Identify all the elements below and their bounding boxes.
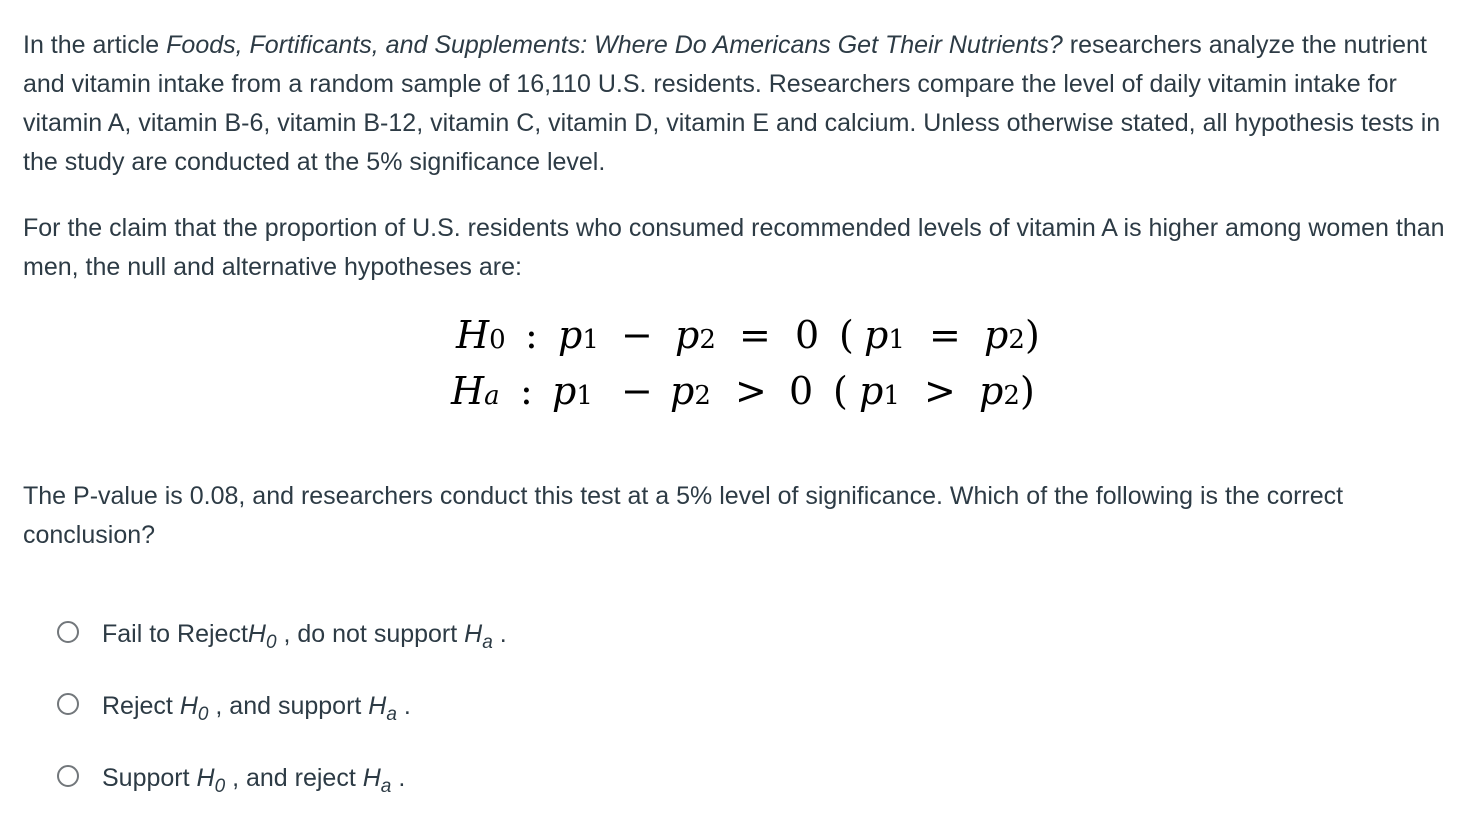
alt-q2: p2 [979,369,1020,413]
alt-lparen: ( [833,369,848,413]
null-lparen: ( [839,313,854,357]
hypotheses-display [23,287,1463,477]
article-title: Foods, Fortificants, and Supplements: Where Do Americans Get Their Nutrients? [166,31,1063,59]
answer-option-label: Fail to RejectH$_0$ , do not support $H_a$ . [102,620,507,653]
null-equals: = [739,313,771,357]
intro-paragraph [23,26,1463,182]
alt-p2: p2 [670,369,711,413]
intro-text-before: In the article [23,31,167,59]
answer-option-label: Support $H_0$ , and reject $H_a$ . [102,764,406,797]
null-zero: 0 [795,313,820,357]
radio-button[interactable] [57,765,79,787]
radio-button[interactable] [57,621,79,643]
intro-text-after: researchers analyze the nutrient and vitamin intake from a random sample of 16,110 U.S. residents. Researchers compare the level of daily vitamin intake for vitamin A, vitamin B-6, vitamin B-12, vitamin C, vitamin D, vitamin E and calcium. Unless otherwise stated, all hypothesis tests in the study are conducted at the 5% significance level. [23,31,1441,176]
question-content [23,26,1463,555]
alt-zero: 0 [789,369,814,413]
question-text: The P-value is 0.08, and researchers conduct this test at a 5% level of significance. Which of the following is the correct conclusion? [23,482,1344,549]
null-equals-2: = [929,313,961,357]
null-q1: p1 [864,313,905,357]
null-rparen: ) [1025,313,1040,357]
claim-paragraph: For the claim that the proportion of U.S. residents who consumed recommended levels of vitamin A is higher among women than men, the null and alternative hypotheses are: [23,214,1445,281]
alt-greater: > [735,369,767,413]
alt-colon: : [520,369,533,413]
alt-minus: − [621,369,653,413]
null-hypothesis [23,310,1463,360]
alt-greater-2: > [924,369,956,413]
null-p1: p1 [558,313,599,357]
null-colon: : [525,313,538,357]
answer-option-label: Reject $H_0$ , and support $H_a$ . [102,692,411,725]
alt-rparen: ) [1020,369,1035,413]
null-minus: − [621,313,653,357]
radio-button[interactable] [57,693,79,715]
alt-p1: p1 [552,369,593,413]
null-p2: p2 [675,313,716,357]
alt-hypothesis [23,366,1463,416]
null-q2: p2 [984,313,1025,357]
alt-q1: p1 [859,369,900,413]
null-h-symbol: H0 [456,313,506,357]
alt-h-symbol: Ha [451,369,500,413]
